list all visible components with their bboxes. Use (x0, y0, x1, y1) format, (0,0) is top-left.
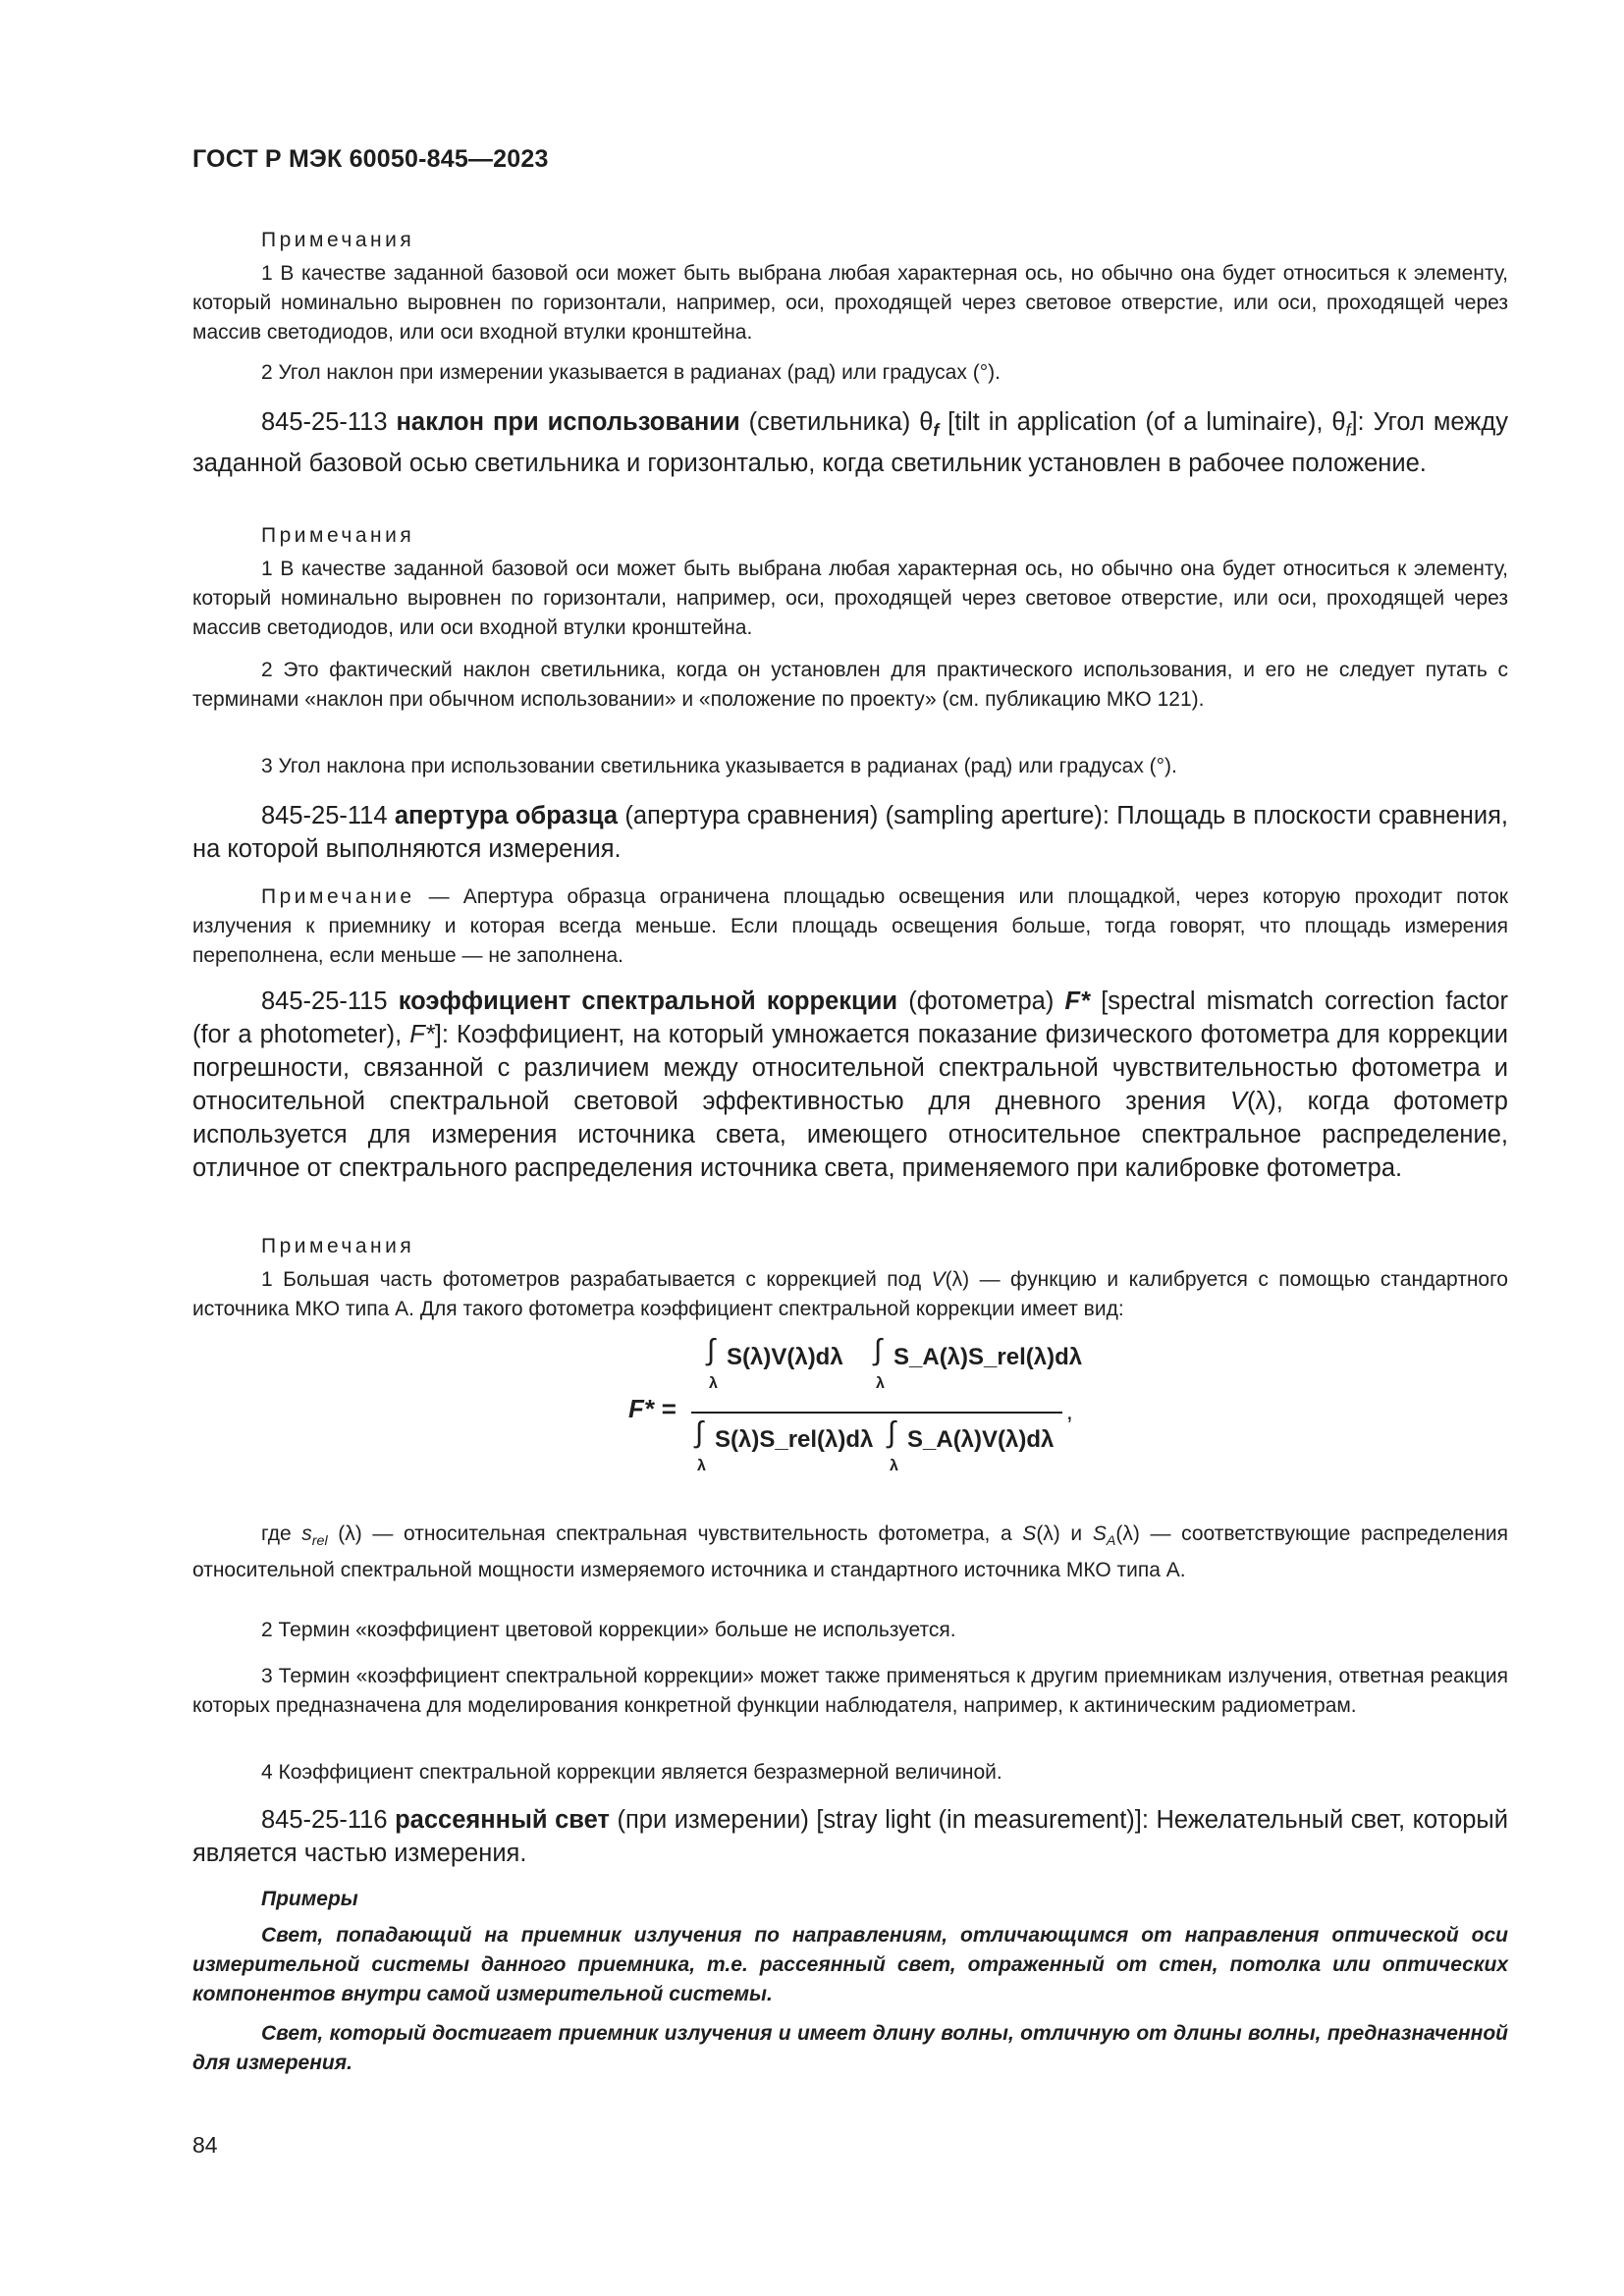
integral-sign: ∫ (888, 1416, 896, 1449)
note-label: Примечание (261, 885, 415, 908)
note-paragraph: 4 Коэффициент спектральной коррекции является безразмерной величиной. (261, 1761, 1002, 1784)
note-paragraph: 2 Это фактический наклон светильника, когда он установлен для практического использования, и его не следует путать с терминами «наклон при обычном использовании» и «положение по проекту» (см. публикацию МКО 121). (192, 659, 1508, 711)
note-paragraph: 3 Угол наклона при использовании светильника указывается в радианах (рад) или градусах (°). (261, 755, 1177, 777)
term-entry-115: 845-25-115 коэффициент спектральной коррекции (фотометра) F* [spectral mismatch correction factor (for a photometer), F*]: Коэффициент, на который умножается показание физического фотометра для коррекции погрешности, связанной с различием между относительной спектральной чувствительностью фотометра и относительной спектральной световой эффективностью для дневного зрения V(λ), когда фотометр используется для измерения источника света, имеющего относительное спектральное распределение, отличное от спектрального распределения источника света, применяемого при калибровке фотометра. (192, 988, 1509, 1182)
numerator-term-2: S_A(λ)S_rel(λ)dλ (893, 1344, 1083, 1370)
notes-heading: Примечания (261, 524, 415, 547)
note-paragraph: 2 Угол наклон при измерении указывается в радианах (рад) или градусах (°). (261, 361, 1001, 384)
term-code: 845-25-113 (261, 408, 397, 436)
term-code: 845-25-115 (261, 988, 399, 1015)
lambda-limit: λ (876, 1375, 885, 1392)
integral-sign: ∫ (707, 1334, 716, 1366)
notes-heading: Примечания (261, 1235, 415, 1257)
term-name: апертура образца (394, 802, 619, 829)
lambda-limit: λ (697, 1458, 706, 1474)
example-paragraph: Свет, который достигает приемник излучения и имеет длину волны, отличную от длины волны, предназначенной для измерения. (192, 2022, 1508, 2074)
integral-sign: ∫ (695, 1416, 704, 1449)
note-paragraph: 3 Термин «коэффициент спектральной коррекции» может также применяться к другим приемникам излучения, ответная реакция которых предназначена для моделирования конкретной функции наблюдателя, например, к актиническим радиометрам. (192, 1665, 1508, 1717)
term-name: коэффициент спектральной коррекции (398, 988, 898, 1015)
denominator-term-2: S_A(λ)V(λ)dλ (907, 1426, 1055, 1453)
document-header: ГОСТ Р МЭК 60050-845—2023 (192, 145, 549, 173)
term-entry-113: 845-25-113 наклон при использовании (светильника) $\theta_f$ [tilt in application (of a luminaire), $\theta_f$]: Угол между заданной базовой осью светильника и горизонталью, когда светильник установлен в рабочее положение. (192, 408, 1508, 478)
term-entry-116 (192, 1803, 1508, 1870)
lambda-limit: λ (890, 1458, 898, 1474)
term-name: рассеянный свет (395, 1806, 610, 1834)
note-paragraph: 1 Большая часть фотометров разрабатывается с коррекцией под V(λ) — функцию и калибруется с помощью стандартного источника МКО типа А. Для такого фотометра коэффициент спектральной коррекции имеет вид: (192, 1268, 1508, 1320)
note-paragraph: 2 Термин «коэффициент цветовой коррекции» больше не используется. (261, 1619, 956, 1641)
formula-lhs: F* = (628, 1394, 677, 1423)
fraction-line (691, 1412, 1062, 1414)
example-paragraph: Свет, попадающий на приемник излучения по направлениям, отличающимся от направления оптической оси измерительной системы данного приемника, т.е. рассеянный свет, отраженный от стен, потолка или оптических компонентов внутри самой измерительной системы. (192, 1924, 1508, 2005)
numerator-term-1: S(λ)V(λ)dλ (727, 1344, 843, 1370)
note-paragraph: 1 В качестве заданной базовой оси может быть выбрана любая характерная ось, но обычно она будет относиться к элементу, который номинально выровнен по горизонтали, например, оси, проходящей через световое отверстие, или оси, проходящей через массив светодиодов, или оси входной втулки кронштейна. (192, 262, 1508, 344)
term-code: 845-25-114 (261, 802, 395, 829)
integral-sign: ∫ (874, 1334, 883, 1366)
term-definition: ]: Коэффициент, на который умножается показание физического фотометра для коррекции погрешности, связанной с различием между относительной спектральной чувствительностью фотометра и относительной спектральной световой эффективностью для дневного зрения (192, 1021, 1509, 1115)
term-code: 845-25-116 (261, 1806, 396, 1834)
term-definition: ]: Угол между заданной базовой осью светильника и горизонталью, когда светильник установлен в рабочее положение. (192, 408, 1508, 478)
note-paragraph: Примечание — Апертура образца ограничена площадью освещения или площадкой, через которую проходит поток излучения к приемнику и которая всегда меньше. Если площадь освещения больше, тогда говорят, что площадь измерения переполнена, если меньше — не заполнена. (192, 885, 1508, 967)
page-number: 84 (192, 2132, 218, 2158)
formula-explanation: где $s_{rel}$ (λ) — относительная спектральная чувствительность фотометра, а S(λ) и $S_A(\lambda)$ — соответствующие распределения относительной спектральной мощности измеряемого источника и стандартного источника МКО типа А. (192, 1522, 1509, 1581)
lambda-limit: λ (709, 1375, 718, 1392)
examples-heading: Примеры (261, 1888, 358, 1910)
term-name: наклон при использовании (396, 408, 740, 436)
note-paragraph: 1 В качестве заданной базовой оси может быть выбрана любая характерная ось, но обычно она будет относиться к элементу, который номинально выровнен по горизонтали, например, оси, проходящей через световое отверстие, или оси, проходящей через массив светодиодов, или оси входной втулки кронштейна. (192, 558, 1508, 639)
formula-comma: , (1066, 1399, 1073, 1425)
term-definition: (апертура сравнения) (sampling aperture): Площадь в плоскости сравнения, на которой выполняются измерения. (192, 802, 1508, 863)
formula-spectral-mismatch (628, 1334, 1083, 1487)
term-definition: (при измерении) [stray light (in measurement)]: Нежелательный свет, который является частью измерения. (192, 1806, 1509, 1867)
term-entry-114 (192, 799, 1508, 866)
denominator-term-1: S(λ)S_rel(λ)dλ (715, 1426, 874, 1453)
notes-heading: Примечания (261, 229, 415, 251)
